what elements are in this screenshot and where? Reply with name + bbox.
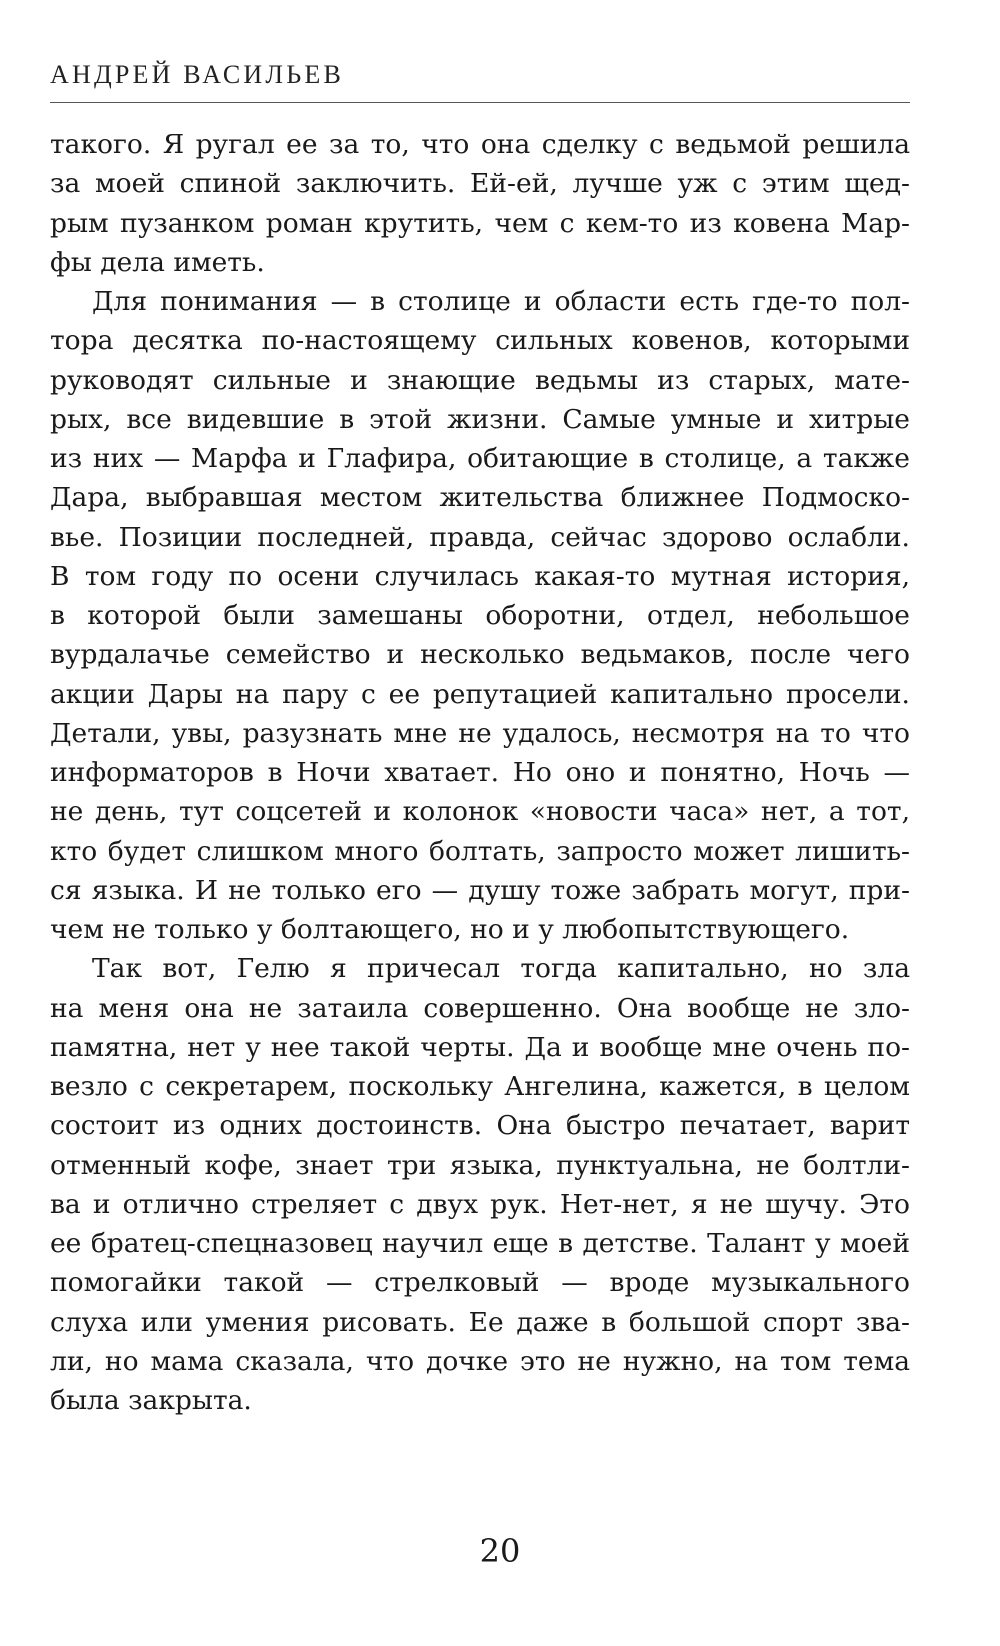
text-line: была закрыта. (50, 1385, 252, 1416)
text-line: такого. Я ругал ее за то, что она сделку с ведьмой решила (50, 129, 910, 160)
text-line: фы дела иметь. (50, 246, 265, 278)
text-line: чем не только у болтающего, но и у любопытствующего. (50, 914, 850, 945)
text-line: в которой были замешаны оборотни, отдел, небольшое (50, 600, 910, 631)
text-line: рых, все видевшие в этой жизни. Самые умные и хитрые (50, 403, 910, 435)
text-line: руководят сильные и знающие ведьмы из старых, мате- (50, 364, 910, 396)
text-line: В том году по осени случилась какая-то мутная история, (50, 560, 910, 592)
text-line: ся языка. И не только его — душу тоже забрать могут, при- (50, 874, 910, 906)
text-line: тора десятка по-настоящему сильных ковенов, которыми (50, 325, 910, 357)
text-line: ва и отлично стреляет с двух рук. Нет-нет, я не шучу. Это (50, 1188, 910, 1220)
text-line: не день, тут соцсетей и колонок «новости часа» нет, а тот, (50, 796, 910, 828)
text-line: вурдалачье семейство и несколько ведьмаков, после чего (50, 639, 910, 671)
running-head-author: АНДРЕЙ ВАСИЛЬЕВ (50, 60, 344, 89)
text-line: отменный кофе, знает три языка, пунктуальна, не болтли- (50, 1149, 910, 1181)
text-line: акции Дары на пару с ее репутацией капитально просели. (50, 678, 910, 710)
text-line: Так вот, Гелю я причесал тогда капитально, но зла (92, 953, 910, 985)
text-line: Детали, увы, разузнать мне не удалось, несмотря на то что (50, 717, 910, 749)
text-line: за моей спиной заключить. Ей-ей, лучше уж с этим щед- (50, 168, 910, 200)
text-line: на меня она не затаила совершенно. Она вообще не зло- (50, 992, 910, 1024)
text-line: ли, но мама сказала, что дочке это не нужно, на том тема (50, 1345, 910, 1377)
text-line: помогайки такой — стрелковый — вроде музыкального (50, 1267, 910, 1299)
text-line: везло с секретарем, поскольку Ангелина, кажется, в целом (50, 1071, 910, 1102)
text-line: кто будет слишком много болтать, запросто может лишить- (50, 835, 910, 867)
header-rule (50, 102, 910, 103)
text-line: ее братец-спецназовец научил еще в детстве. Талант у моей (50, 1228, 910, 1259)
text-line: памятна, нет у нее такой черты. Да и вообще мне очень по- (50, 1031, 910, 1063)
text-line: вье. Позиции последней, правда, сейчас здорово ослабли. (50, 521, 910, 553)
text-line: Для понимания — в столице и области есть где-то пол- (92, 286, 910, 317)
page-number: 20 (479, 1532, 521, 1570)
text-line: из них — Марфа и Глафира, обитающие в столице, а также (50, 443, 910, 474)
body-text (50, 125, 910, 1420)
text-line: Дара, выбравшая местом жительства ближнее Подмоско- (50, 482, 910, 514)
text-line: рым пузанком роман крутить, чем с кем-то из ковена Мар- (50, 207, 910, 239)
text-line: слуха или умения рисовать. Ее даже в большой спорт зва- (50, 1306, 910, 1338)
text-line: информаторов в Ночи хватает. Но оно и понятно, Ночь — (50, 757, 910, 788)
text-line: состоит из одних достоинств. Она быстро печатает, варит (50, 1110, 910, 1142)
